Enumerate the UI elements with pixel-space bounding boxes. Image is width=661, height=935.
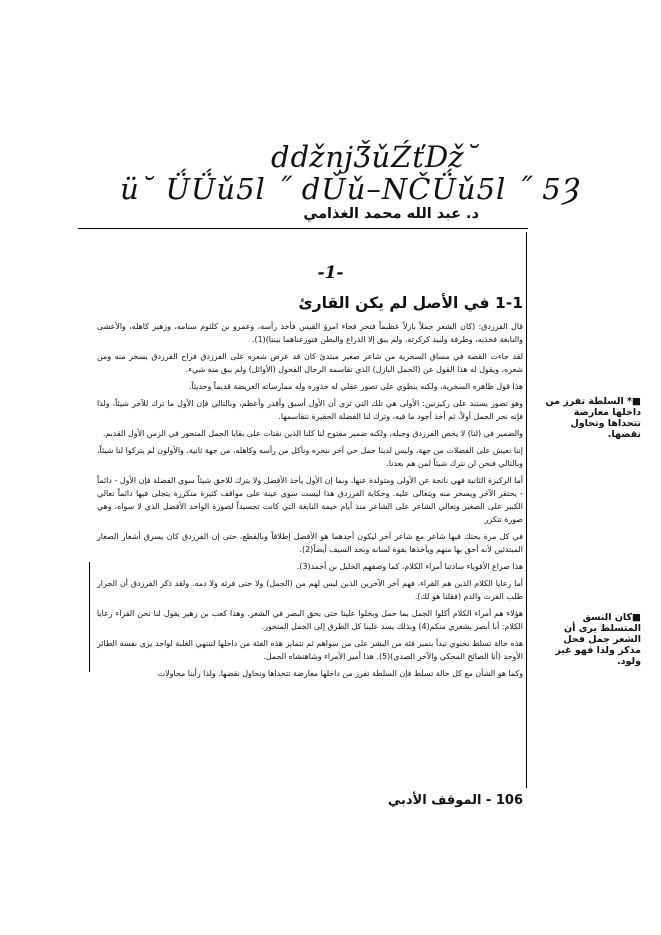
paragraph: قال الفرزدق: (كان الشعر جملاً بازلاً عظيماً فنحر فجاء امرؤ القيس فأخذ رأسه، وعمرو بن كلثوم سنامه، وزهير كاهله، والأعشى والنابغة فخذيه، وطرفة ولبيد كركرته، ولم يبق إلا الذراع والبطن فتوزعناهما بيننا)(1). xyxy=(97,322,523,344)
left-margin-rule xyxy=(89,562,90,672)
page-footer: 106 - الموقف الأدبي xyxy=(387,793,523,808)
garbled-title-line-1: dǆǌǮǔŹťǅ˘ xyxy=(271,140,480,174)
margin-rule xyxy=(526,232,527,788)
top-rule xyxy=(78,228,528,229)
paragraph: والضمير في (لنا) لا يخص الفرزدق وجيله، ولكنه ضمير مفتوح لنا كلنا الذين نقتات على بقايا الجمل المنحور في الزمن الأول القديم. xyxy=(102,429,523,438)
author-name: د. عبد الله محمد الغذامي xyxy=(303,206,479,222)
paragraph: لقد جاءت القصة في مساق السخرية من شاعر صغير مبتدئ كان قد عرض شعره على الفرزدق فراح الفرزدق يسخر منه ومن شعره، ويقول له هذا القول عن (الجمل البازل) الذي تقاسمه الرجال الفحول (الأوائل) ولم يبق منه شيء. xyxy=(97,352,523,374)
paragraph: إننا نعيش على الفضلات من جهة، وليس لدينا جمل حي آخر ننحره ونأكل من رأسه وكاهله، من جهة ثانية. والأولون لم يتركوا لنا شيئاً، وبالتالي فنحن لن نترك شيئاً لمن هم بعدنا. xyxy=(97,446,523,468)
paragraph: هذا قول ظاهره السخرية، ولكنه ينطوي على تصور عقلي له جذوره وله ممارساته العريضة قديماً وحديثاً. xyxy=(188,382,523,391)
paragraph: وهو تصور يستند على ركيزتين: الأولى هي تلك التي ترى أن الأول أسبق وأقدر وأعظم، وبالتالي فإن الأول ما ترك للآخر شيئاً، ولذا فإنه نحر الجمل أولاً، ثم أخذ أجود ما فيه، وترك لنا الفضلة الحقيرة نتقاسمها. xyxy=(97,399,523,421)
article-body xyxy=(97,320,523,684)
margin-note-1: ■* السلطة تفرز من داخلها معارضة تتحداها وتحاول نقضها. xyxy=(545,396,641,440)
section-heading: 1-1 في الأصل لم يكن القارئ xyxy=(298,294,523,312)
paragraph: هذه حالة تسلط نخبوي تبدأ بتميز فئة من البشر على من سواهم ثم تتمايز هذه الفئة من داخلها لتنتهي الغلبة لواحد يرى نفسه الطائر الأوحد (أنا الصائح المحكي والآخر الصدى)(5). هذا أمير الأمراء وشاهنشاه الجمل. xyxy=(97,639,523,661)
paragraph: أما رعايا الكلام الذين هم القراء، فهم آخر الآخرين الذين ليس لهم من (الجمل) ولا حتى فرثه ولا دمه. ولقد ذكر الفرزدق أن الجزار طلب الفرث والدم (فقلنا هو لك). xyxy=(97,579,523,601)
paragraph: هذا صراع الأقوياء سادتنا أمراء الكلام، كما وصفهم الخليل بن أحمد(3). xyxy=(296,562,523,571)
chapter-number: -1- xyxy=(317,263,344,283)
paragraph: وكما هو الشأن مع كل حالة تسلط فإن السلطة تفرز من داخلها معارضة تتحداها وتحاول نقضها. ولذا رأينا محاولات xyxy=(157,669,523,678)
garbled-title-line-2: ü˘ ǗǗǔ5l ˝ dǓǔ–NČǗǔ5l ˝ 5Ȝ xyxy=(120,172,581,206)
paragraph: أما الركيزة الثانية فهي ناتجة عن الأولى ومتولدة عنها، وبما إن الأول يأخذ الأفضل ولا يترك للاحق شيئاً سوى الفضلة فإن الأول - دائماً - يحتقر الآخر ويسخر منه ويتعالى عليه. وحكاية الفرزدق هذا ليست سوى عينة على مواقف كثيرة متكررة يتجلى فيها دائماً تعالي الكبير على الصغير وتعالي الشاعر على الشاعر منذ أيام خيمة النابغة التي كانت تجسيداً لصورة الواحد الأفضل الذي لا سواه، وهي صورة تتكرر xyxy=(97,476,523,524)
paragraph: في كل مرة يحتك فيها شاعر مع شاعر آخر ليكون أحدهما هو الأفضل إطلاقاً وبالقطع، حتى إن الفرزدق كان يسرق أشعار الصغار المبتدئين لأنه أحق بها منهم ويأخذها بقوة لسانه وبحد السيف أيضاً(2). xyxy=(97,532,523,554)
paragraph: هؤلاء هم أمراء الكلام أكلوا الجمل بما حمل وبخلوا علينا حتى بحق البصر في الشعر. وهذا كعب بن زهير يقول لنا نحن القراء رعايا الكلام: أنا أبصر بشعري منكم(4) وبذلك يسد علينا كل الطرق إلى الجمل المنحور. xyxy=(97,609,523,631)
margin-note-2: ■كان النسق المتسلط يرى أن الشعر جمل فحل مذكر ولذا فهو غير ولود. xyxy=(555,612,641,667)
